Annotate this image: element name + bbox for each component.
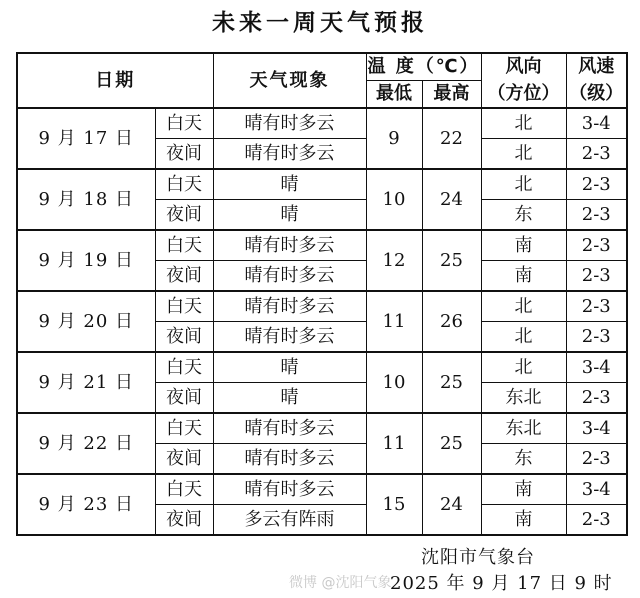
wind-direction-cell: 东 <box>481 444 566 475</box>
header-wind-speed <box>566 53 627 108</box>
weather-cell: 晴 <box>213 200 366 231</box>
weather-cell: 晴有时多云 <box>213 322 366 353</box>
wind-direction-cell: 北 <box>481 139 566 170</box>
wind-direction-cell: 北 <box>481 291 566 322</box>
wind-direction-cell: 南 <box>481 230 566 261</box>
wind-direction-cell: 北 <box>481 322 566 353</box>
period-cell: 白天 <box>155 169 213 200</box>
period-cell: 夜间 <box>155 383 213 414</box>
temp-max-cell: 24 <box>422 474 481 535</box>
page-title: 未来一周天气预报 <box>212 10 428 36</box>
table-row <box>17 352 627 383</box>
wind-speed-cell: 2-3 <box>566 169 627 200</box>
date-cell: 9 月 19 日 <box>17 230 155 291</box>
temp-min-cell: 15 <box>366 474 422 535</box>
header-temp-max: 最高 <box>422 81 481 109</box>
table-row <box>17 169 627 200</box>
wind-speed-cell: 2-3 <box>566 444 627 475</box>
wind-speed-cell: 2-3 <box>566 291 627 322</box>
date-cell: 9 月 20 日 <box>17 291 155 352</box>
date-cell: 9 月 22 日 <box>17 413 155 474</box>
date-cell: 9 月 23 日 <box>17 474 155 535</box>
source-label: 沈阳市气象台 <box>421 547 535 568</box>
weather-cell: 晴有时多云 <box>213 230 366 261</box>
temp-max-cell: 26 <box>422 291 481 352</box>
temp-max-cell: 25 <box>422 230 481 291</box>
temp-max-cell: 24 <box>422 169 481 230</box>
watermark: 微博 @沈阳气象 <box>289 575 392 591</box>
weather-cell: 晴 <box>213 352 366 383</box>
header-wind-speed-line2: （级） <box>569 82 624 104</box>
period-cell: 夜间 <box>155 444 213 475</box>
wind-speed-cell: 2-3 <box>566 261 627 292</box>
table-row <box>17 230 627 261</box>
wind-speed-cell: 2-3 <box>566 139 627 170</box>
wind-speed-cell: 2-3 <box>566 200 627 231</box>
date-cell: 9 月 21 日 <box>17 352 155 413</box>
period-cell: 夜间 <box>155 139 213 170</box>
weather-cell: 晴有时多云 <box>213 474 366 505</box>
period-cell: 白天 <box>155 413 213 444</box>
wind-direction-cell: 东 <box>481 200 566 231</box>
temp-max-cell: 25 <box>422 352 481 413</box>
wind-speed-cell: 3-4 <box>566 352 627 383</box>
period-cell: 夜间 <box>155 505 213 536</box>
weather-cell: 晴有时多云 <box>213 413 366 444</box>
wind-direction-cell: 北 <box>481 108 566 139</box>
wind-direction-cell: 北 <box>481 352 566 383</box>
header-weather: 天气现象 <box>213 53 366 108</box>
date-cell: 9 月 18 日 <box>17 169 155 230</box>
header-temp-min: 最低 <box>366 81 422 109</box>
temp-max-cell: 22 <box>422 108 481 169</box>
weather-cell: 晴有时多云 <box>213 261 366 292</box>
header-wind-direction <box>481 53 566 108</box>
period-cell: 夜间 <box>155 200 213 231</box>
wind-speed-cell: 2-3 <box>566 322 627 353</box>
temp-min-cell: 10 <box>366 169 422 230</box>
weather-cell: 多云有阵雨 <box>213 505 366 536</box>
date-cell: 9 月 17 日 <box>17 108 155 169</box>
period-cell: 白天 <box>155 108 213 139</box>
header-wind-speed-line1: 风速 <box>578 56 615 78</box>
wind-speed-cell: 3-4 <box>566 474 627 505</box>
period-cell: 白天 <box>155 291 213 322</box>
weather-cell: 晴有时多云 <box>213 108 366 139</box>
weather-cell: 晴 <box>213 169 366 200</box>
table-row <box>17 474 627 505</box>
header-wind-direction-line2: （方位） <box>487 82 560 104</box>
wind-speed-cell: 2-3 <box>566 383 627 414</box>
temp-max-cell: 25 <box>422 413 481 474</box>
wind-direction-cell: 北 <box>481 169 566 200</box>
temp-min-cell: 11 <box>366 413 422 474</box>
temp-min-cell: 10 <box>366 352 422 413</box>
wind-direction-cell: 南 <box>481 505 566 536</box>
wind-speed-cell: 3-4 <box>566 108 627 139</box>
wind-direction-cell: 东北 <box>481 383 566 414</box>
wind-direction-cell: 南 <box>481 261 566 292</box>
table-row <box>17 108 627 139</box>
period-cell: 白天 <box>155 230 213 261</box>
temp-min-cell: 11 <box>366 291 422 352</box>
header-temp: 温 度（℃） <box>366 53 481 81</box>
temp-min-cell: 9 <box>366 108 422 169</box>
wind-speed-cell: 2-3 <box>566 230 627 261</box>
period-cell: 夜间 <box>155 261 213 292</box>
wind-direction-cell: 东北 <box>481 413 566 444</box>
forecast-table <box>16 52 628 536</box>
wind-speed-cell: 2-3 <box>566 505 627 536</box>
weather-cell: 晴有时多云 <box>213 291 366 322</box>
temp-min-cell: 12 <box>366 230 422 291</box>
weather-cell: 晴 <box>213 383 366 414</box>
weather-cell: 晴有时多云 <box>213 444 366 475</box>
wind-speed-cell: 3-4 <box>566 413 627 444</box>
header-date: 日期 <box>17 53 213 108</box>
table-row <box>17 413 627 444</box>
header-wind-direction-line1: 风向 <box>505 56 542 78</box>
issue-timestamp: 2025 年 9 月 17 日 9 时 <box>390 573 613 594</box>
period-cell: 白天 <box>155 352 213 383</box>
wind-direction-cell: 南 <box>481 474 566 505</box>
period-cell: 白天 <box>155 474 213 505</box>
table-row <box>17 291 627 322</box>
period-cell: 夜间 <box>155 322 213 353</box>
weather-cell: 晴有时多云 <box>213 139 366 170</box>
